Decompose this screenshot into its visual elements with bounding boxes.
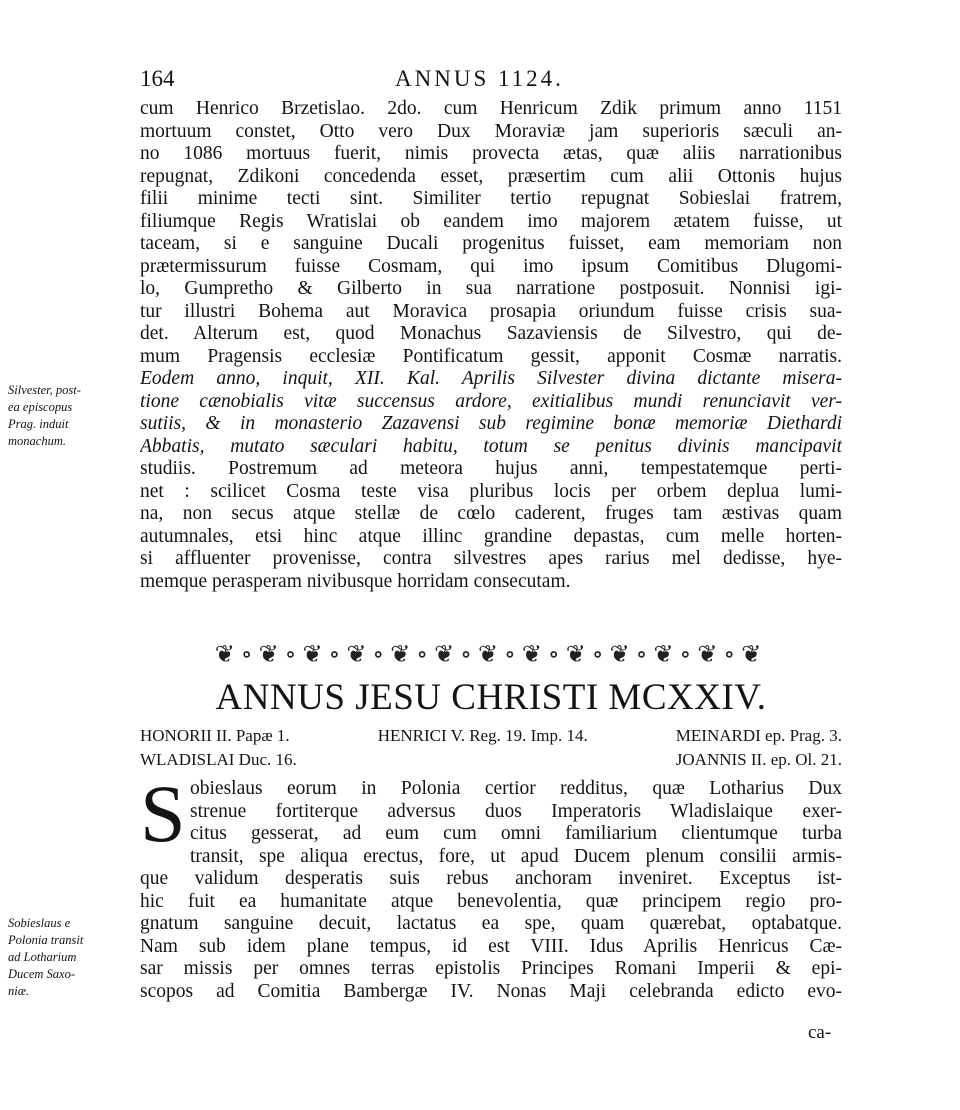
regnal-entry: HENRICI V. Reg. 19. Imp. 14. (377, 726, 588, 745)
text-line: scopos ad Comitia Bambergæ IV. Nonas Maji celebranda edicto evo- (140, 980, 842, 1002)
text-line: repugnat, Zdikoni concedenda esset, præsertim cum alii Ottonis hujus (140, 165, 842, 187)
text-line: filiumque Regis Wratislai ob eandem imo majorem ætatem fuisse, ut (140, 210, 842, 232)
section-1-text (140, 98, 842, 593)
text-line: studiis. Postremum ad meteora hujus anni, tempestatemque perti- (140, 458, 842, 479)
text-line: obieslaus eorum in Polonia certior redditus, quæ Lotharius Dux (190, 778, 842, 799)
section-2-text (140, 768, 842, 1003)
text-line: taceam, si e sanguine Ducali progenitus fuisset, eam memoriam non (140, 233, 842, 254)
text-line: transit, spe aliqua erectus, fore, ut apud Ducem plenum consilii armis- (190, 845, 842, 867)
margin-note-line: ea episcopus (8, 400, 73, 414)
text-line: mum Pragensis ecclesiæ Pontificatum gessit, apponit Cosmæ narratis. (140, 345, 842, 367)
text-line: cum Henrico Brzetislao. 2do. cum Henricum Zdik primum anno 1151 (140, 98, 842, 119)
margin-note-line: Polonia transit (8, 933, 84, 947)
regnal-entry: JOANNIS II. ep. Ol. 21. (675, 750, 842, 769)
margin-note-line: Sobieslaus e (8, 916, 71, 930)
decorative-ornament: ❦∘❦∘❦∘❦∘❦∘❦∘❦∘❦∘❦∘❦∘❦∘❦∘❦ (214, 642, 768, 668)
text-line: tur illustri Bohema aut Moravica prosapia oriundum fuisse crisis sua- (140, 300, 842, 322)
regnal-entry: WLADISLAI Duc. 16. (140, 750, 297, 769)
text-line: hic fuit ea humanitate atque benevolentia, quæ principem regio pro- (140, 890, 842, 912)
text-line: filii minime tecti sint. Similiter tertio repugnat Sobieslai fratrem, (140, 188, 842, 209)
margin-note-line: Prag. induit (8, 417, 69, 431)
quoted-line: sutiis, & in monasterio Zazavensi sub regimine bonæ memoriæ Diethardi (140, 413, 842, 434)
regnal-years-row-2 (140, 750, 842, 770)
margin-note-line: Ducem Saxo- (8, 967, 75, 981)
margin-note-sobieslaus (8, 915, 136, 1000)
margin-note-line: Silvester, post- (8, 383, 81, 397)
section-heading: ANNUS JESU CHRISTI MCXXIV. (215, 677, 767, 718)
text-line: det. Alterum est, quod Monachus Sazaviensis de Silvestro, qui de- (140, 323, 842, 344)
text-line: mortuum constet, Otto vero Dux Moraviæ jam superioris sæculi an- (140, 120, 842, 142)
text-line: citus gesserat, ad eum cum omni familiarium clientumque turba (190, 823, 842, 844)
text-line: sar missis per omnes terras epistolis Principes Romani Imperii & epi- (140, 958, 842, 979)
text-line: no 1086 mortuus fuerit, nimis provecta ætas, quæ aliis narrationibus (140, 143, 842, 164)
text-line: gnatum sanguine decuit, lactatus ea spe, quam quærebat, optabatque. (140, 913, 842, 934)
regnal-entry: MEINARDI ep. Prag. 3. (675, 726, 842, 745)
text-line: strenue fortiterque adversus duos Imperatoris Wladislaique exer- (190, 800, 842, 822)
quoted-line: Eodem anno, inquit, XII. Kal. Aprilis Silvester divina dictante misera- (140, 368, 842, 389)
text-line: lo, Gumpretho & Gilberto in sua narratione postposuit. Nonnisi igi- (140, 278, 842, 299)
text-line: net : scilicet Cosma teste visa pluribus locis per orbem deplua lumi- (140, 480, 842, 502)
running-head: ANNUS 1124. (395, 66, 564, 91)
catchword: ca- (808, 1022, 832, 1043)
quoted-line: Abbatis, mutato sæculari habitu, totum se penitus divinis mancipavit (140, 435, 842, 457)
text-line: autumnales, etsi hinc atque illinc grandine depastas, cum melle horten- (140, 525, 842, 547)
text-line: si affluenter provenisse, contra silvestres apes rarius mel dedisse, hye- (140, 548, 842, 569)
margin-note-line: ad Lotharium (8, 950, 77, 964)
text-line: na, non secus atque stellæ de cœlo caderent, fruges tam æstivas quam (140, 503, 842, 524)
text-line: que validum desperatis suis rebus anchoram inveniret. Exceptus ist- (140, 868, 842, 889)
quoted-line: tione cænobialis vitæ succensus ardore, exitialibus mundi renunciavit ver- (140, 390, 842, 412)
text-line: memque perasperam nivibusque horridam consecutam. (140, 570, 571, 592)
text-line: prætermissurum fuisse Cosmam, qui imo ipsum Comitibus Dlugomi- (140, 255, 842, 277)
margin-note-line: niæ. (8, 984, 30, 998)
margin-note-silvester (8, 382, 136, 450)
page-number: 164 (140, 66, 175, 91)
margin-note-line: monachum. (8, 434, 66, 448)
text-line: Nam sub idem plane tempus, id est VIII. Idus Aprilis Henricus Cæ- (140, 935, 842, 957)
regnal-years-row-1 (140, 726, 842, 746)
regnal-entry: HONORII II. Papæ 1. (140, 726, 290, 745)
drop-cap: S (140, 768, 186, 859)
